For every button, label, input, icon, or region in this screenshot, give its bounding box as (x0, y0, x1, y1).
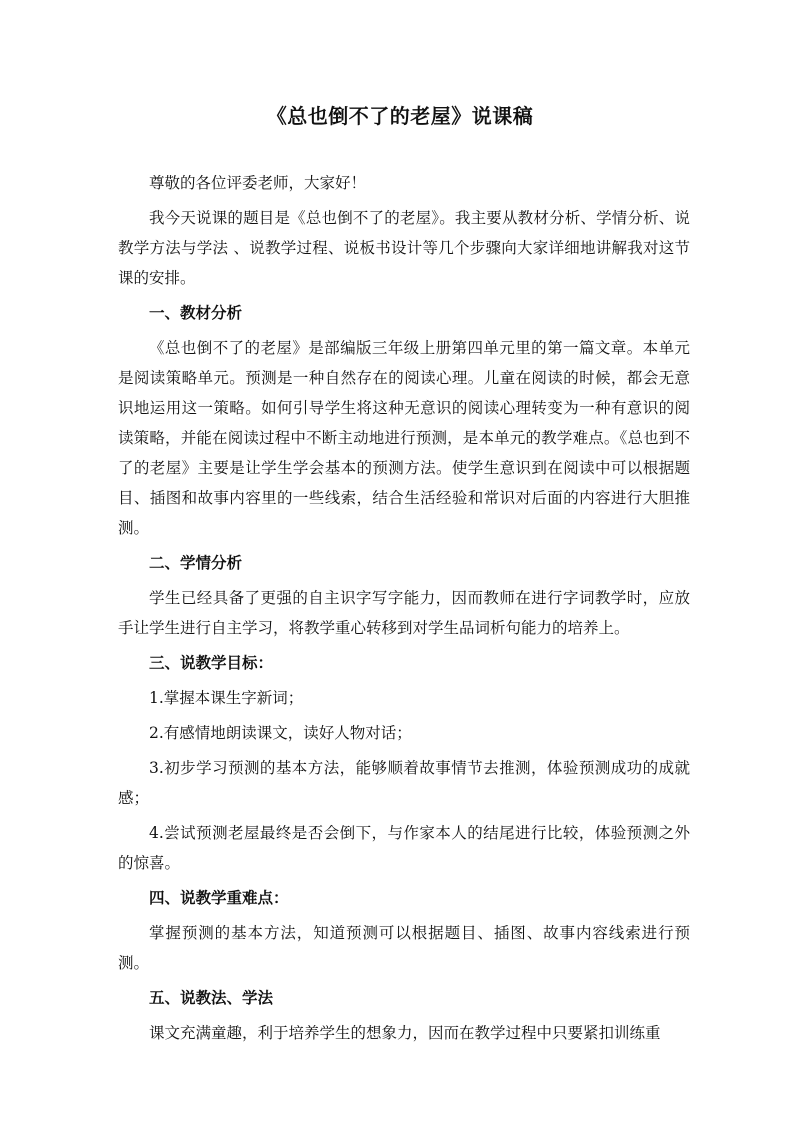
objective-item: 2.有感情地朗读课文，读好人物对话； (149, 724, 412, 742)
intro-paragraph: 我今天说课的题目是《总也倒不了的老屋》。我主要从教材分析、学情分析、说教学方法与学法 、说教学过程、说板书设计等几个步骤向大家详细地讲解我对这节课的安排。 (118, 209, 690, 287)
section-paragraph: 学生已经具备了更强的自主识字写字能力，因而教师在进行字词教学时，应放手让学生进行自主学习，将教学重心转移到对学生品词析句能力的培养上。 (118, 589, 690, 637)
section-heading-key-difficulties: 四、说教学重难点： (149, 888, 289, 907)
objective-item: 3.初步学习预测的基本方法，能够顺着故事情节去推测，体验预测成功的成就感； (118, 759, 690, 807)
section-heading-student-analysis: 二、学情分析 (149, 553, 243, 572)
greeting-paragraph: 尊敬的各位评委老师，大家好！ (149, 174, 367, 192)
section-paragraph: 掌握预测的基本方法，知道预测可以根据题目、插图、故事内容线索进行预测。 (118, 924, 690, 972)
document-body (118, 168, 690, 1053)
objective-item: 4.尝试预测老屋最终是否会倒下，与作家本人的结尾进行比较，体验预测之外的惊喜。 (118, 824, 690, 872)
section-heading-teaching-objectives: 三、说教学目标： (149, 653, 274, 672)
section-heading-teaching-methods: 五、说教法、学法 (149, 988, 274, 1007)
objective-item: 1.掌握本课生字新词； (149, 689, 304, 707)
document-title: 《总也倒不了的老屋》说课稿 (266, 104, 534, 128)
section-paragraph: 课文充满童趣，利于培养学生的想象力，因而在教学过程中只要紧扣训练重 (149, 1024, 661, 1042)
section-heading-textbook-analysis: 一、教材分析 (149, 303, 243, 322)
section-paragraph: 《总也倒不了的老屋》是部编版三年级上册第四单元里的第一篇文章。本单元是阅读策略单元。预测是一种自然存在的阅读心理。儿童在阅读的时候，都会无意识地运用这一策略。如何引导学生将这种无意识的阅读心理转变为一种有意识的阅读策略，并能在阅读过程中不断主动地进行预测，是本单元的教学难点。《总也到不了的老屋》主要是让学生学会基本的预测方法。使学生意识到在阅读中可以根据题目、插图和故事内容里的一些线索，结合生活经验和常识对后面的内容进行大胆推测。 (118, 339, 690, 537)
